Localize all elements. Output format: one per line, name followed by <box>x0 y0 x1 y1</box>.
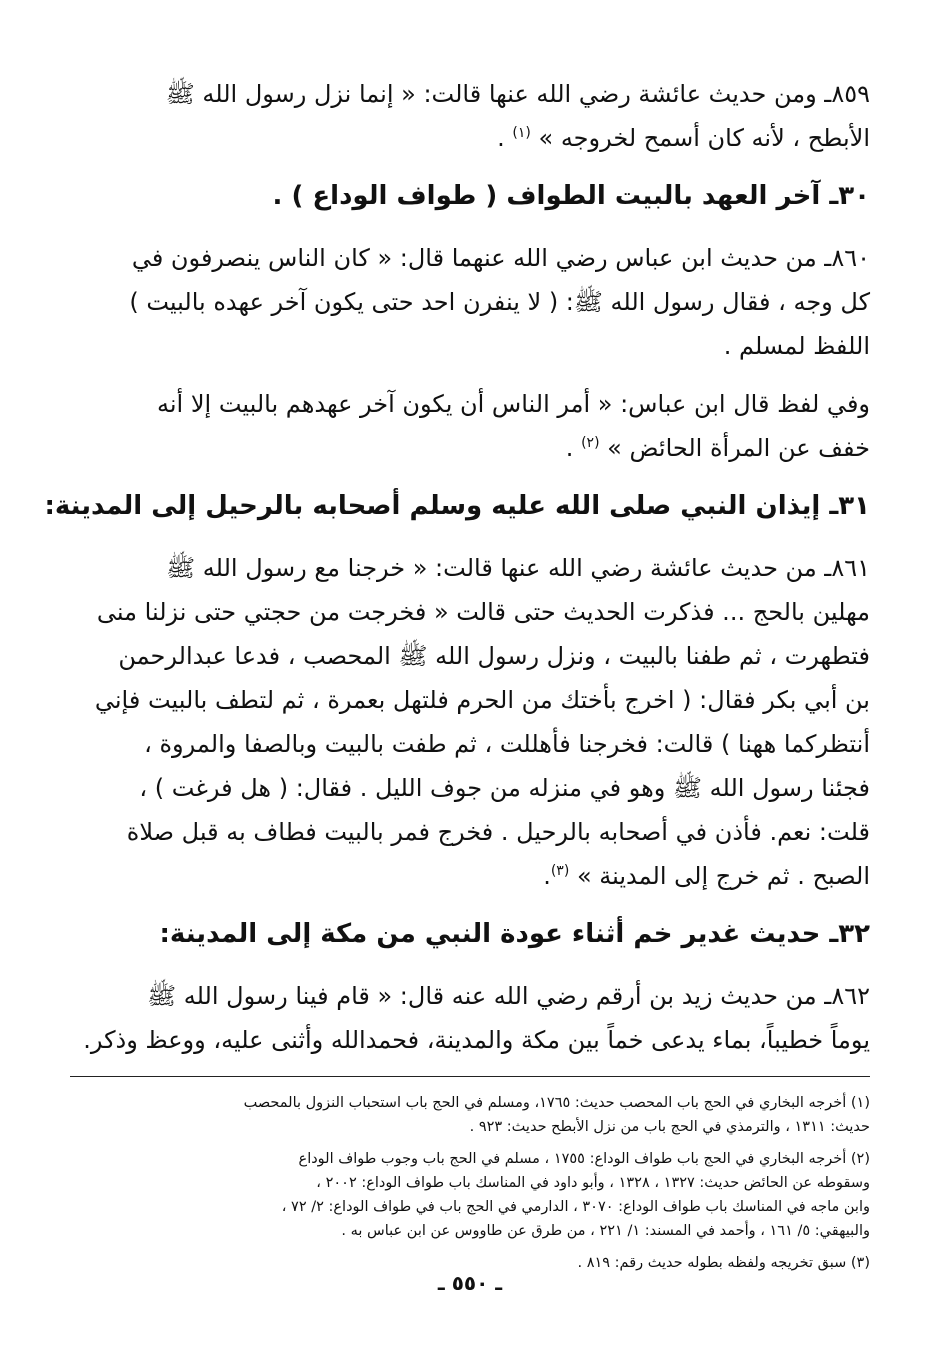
text-line <box>70 116 870 160</box>
footnote-line: والبيهقي: ٥/ ١٦١ ، وأحمد في المسند: ١/ ٢٢١ ، من طرق عن طاووس عن ابن عباس به . <box>341 1223 870 1239</box>
footnote-ref-3: (٣) <box>550 863 570 879</box>
footnote-line: (٣) سبق تخريجه ولفظه بطوله حديث رقم: ٨١٩ . <box>577 1255 870 1271</box>
end-mark: . <box>497 124 505 152</box>
section-heading-31: ٣١ـ إيذان النبي صلى الله عليه وسلم أصحابه بالرحيل إلى المدينة: <box>44 491 870 521</box>
hadith-860-variant <box>70 382 870 470</box>
text-line: وفي لفظ قال ابن عباس: « أمر الناس أن يكون آخر عهدهم بالبيت إلا أنه <box>156 390 870 418</box>
text-line: مهلين بالحج ... فذكرت الحديث حتى قالت « فخرجت من حجتي حتى نزلنا منى <box>96 598 870 626</box>
text-segment: خفف عن المرأة الحائض » <box>607 434 870 462</box>
text-line: بن أبي بكر فقال: ( اخرج بأختك من الحرم فلتهل بعمرة ، ثم لتطف بالبيت فإني <box>94 686 870 714</box>
text-line: ٨٦٠ـ من حديث ابن عباس رضي الله عنهما قال: « كان الناس ينصرفون في <box>131 244 870 272</box>
footnote-line: (٢) أخرجه البخاري في الحج باب طواف الوداع: ١٧٥٥ ، مسلم في الحج باب وجوب طواف الوداع <box>298 1151 870 1167</box>
text-line <box>70 854 870 898</box>
footnote-divider <box>70 1076 870 1077</box>
text-segment: الأبطح ، لأنه كان أسمح لخروجه » <box>538 124 870 152</box>
footnote-line: حديث: ١٣١١ ، والترمذي في الحج باب من نزل الأبطح حديث: ٩٢٣ . <box>469 1119 870 1135</box>
hadith-861 <box>70 546 870 898</box>
page-number: ـ ٥٥٠ ـ <box>437 1271 503 1295</box>
text-segment: الصبح . ثم خرج إلى المدينة » <box>576 862 870 890</box>
text-line: قلت: نعم. فأذن في أصحابه بالرحيل . فخرج فمر بالبيت فطاف به قبل صلاة <box>126 818 870 846</box>
text-line: ٨٥٩ـ ومن حديث عائشة رضي الله عنها قالت: « إنما نزل رسول الله ﷺ <box>165 80 870 108</box>
footnote-1 <box>70 1091 870 1139</box>
end-mark: . <box>565 434 574 462</box>
text-line: يوماً خطيباً، بماء يدعى خماً بين مكة والمدينة، فحمدالله وأثنى عليه، ووعظ وذكر. <box>83 1026 870 1054</box>
footnote-ref-1: (١) <box>512 125 531 141</box>
section-heading-32: ٣٢ـ حديث غدير خم أثناء عودة النبي من مكة إلى المدينة: <box>159 919 870 949</box>
hadith-860 <box>70 236 870 368</box>
section-heading-30: ٣٠ـ آخر العهد بالبيت الطواف ( طواف الوداع ) . <box>272 181 870 211</box>
end-mark: . <box>543 862 551 890</box>
footnote-line: وابن ماجه في المناسك باب طواف الوداع: ٣٠٧٠ ، الدارمي في الحج باب في طواف الوداع: ٢/ ٧٢ ، <box>281 1199 870 1215</box>
hadith-859 <box>70 72 870 160</box>
footnote-ref-2: (٢) <box>581 435 600 451</box>
text-line: فتطهرت ، ثم طفنا بالبيت ، ونزل رسول الله ﷺ المحصب ، فدعا عبدالرحمن <box>118 642 870 670</box>
text-line: فجئنا رسول الله ﷺ وهو في منزله من جوف الليل . فقال: ( هل فرغت ) ، <box>139 774 870 802</box>
footnote-2 <box>70 1147 870 1243</box>
text-line <box>70 426 870 470</box>
footnote-line: (١) أخرجه البخاري في الحج باب المحصب حديث: ١٧٦٥، ومسلم في الحج باب استحباب النزول بالمحصب <box>243 1095 870 1111</box>
text-line: اللفظ لمسلم . <box>723 332 870 360</box>
text-line: أنتظركما ههنا ) قالت: فخرجنا فأهللت ، ثم طفت بالبيت وبالصفا والمروة ، <box>144 730 870 758</box>
text-line: ٨٦١ـ من حديث عائشة رضي الله عنها قالت: « خرجنا مع رسول الله ﷺ <box>166 554 870 582</box>
hadith-862 <box>70 974 870 1062</box>
text-line: كل وجه ، فقال رسول الله ﷺ: ( لا ينفرن احد حتى يكون آخر عهده بالبيت ) <box>129 288 870 316</box>
footnote-line: وسقوطه عن الحائض حديث: ١٣٢٧ ، ١٣٢٨ ، وأبو داود في المناسك باب طواف الوداع: ٢٠٠٢ ، <box>316 1175 870 1191</box>
page-body <box>44 72 870 1283</box>
text-line: ٨٦٢ـ من حديث زيد بن أرقم رضي الله عنه قال: « قام فينا رسول الله ﷺ <box>147 982 870 1010</box>
footnotes <box>70 1091 870 1275</box>
